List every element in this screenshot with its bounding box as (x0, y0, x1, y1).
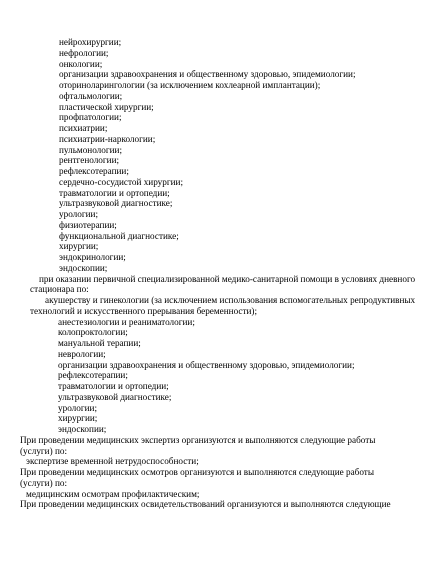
specialty-list-b (20, 317, 420, 435)
list-item: психиатрии-наркологии; (59, 133, 156, 144)
certification-section (20, 499, 420, 510)
section-heading-line: (услуги) по: (20, 445, 68, 456)
list-item: ультразвуковой диагностике; (58, 391, 172, 402)
section-heading-line: при оказании первичной специализированной медико-санитарной помощи в условиях дневного (39, 273, 416, 284)
list-item: акушерству и гинекологии (за исключением использования вспомогательных репродуктивных (45, 295, 416, 305)
section-heading-line: (услуги) по: (20, 477, 68, 488)
list-item: эндоскопии; (59, 262, 108, 273)
list-item: организации здравоохранения и общественному здоровью, эпидемиологии; (58, 359, 355, 370)
list-item: оториноларингологии (за исключением кохлеарной имплантации); (59, 80, 321, 90)
list-item: ультразвуковой диагностике; (59, 198, 173, 209)
section-heading-line: При проведении медицинских освидетельствований организуются и выполняются следующие (20, 499, 391, 510)
list-item: пластической хирургии; (59, 101, 154, 112)
list-item: травматологии и ортопедии; (59, 187, 170, 198)
list-item: экспертизе временной нетрудоспособности; (26, 456, 199, 467)
day-hospital-section (20, 274, 420, 317)
list-item: хирургии; (58, 413, 98, 424)
list-item: функциональной диагностике; (59, 230, 179, 241)
document-body (20, 37, 420, 510)
list-item: пульмонологии; (59, 144, 123, 155)
list-item-continuation: технологий и искусственного прерывания беременности); (30, 305, 258, 316)
list-item: эндокринологии; (59, 252, 126, 262)
list-item: нефрологии; (59, 47, 109, 58)
list-item: психиатрии; (59, 123, 108, 133)
list-item: офтальмологии; (59, 90, 123, 101)
list-item: онкологии; (59, 58, 103, 69)
list-item: урологии; (58, 402, 97, 413)
list-item: мануальной терапии; (58, 338, 141, 348)
expertise-section (20, 435, 420, 467)
list-item: колопроктологии; (58, 327, 128, 338)
list-item: рефлексотерапии; (59, 166, 129, 176)
list-item: медицинским осмотрам профилактическим; (26, 488, 200, 499)
specialty-list-a (20, 37, 420, 274)
list-item: физиотерапии; (59, 219, 117, 230)
list-item: травматологии и ортопедии; (58, 381, 169, 391)
list-item: анестезиологии и реаниматологии; (58, 316, 195, 327)
list-item: хирургии; (59, 241, 99, 252)
list-item: рентгенологии; (59, 155, 120, 166)
list-item: урологии; (59, 209, 98, 219)
list-item: неврологии; (58, 348, 106, 359)
examinations-section (20, 467, 420, 499)
section-heading-line: стационара по: (30, 284, 89, 295)
list-item: профпатологии; (59, 112, 122, 123)
list-item: организации здравоохранения и общественному здоровью, эпидемиологии; (59, 69, 356, 80)
section-heading-line: При проведении медицинских экспертиз организуются и выполняются следующие работы (20, 434, 376, 445)
list-item: нейрохирургии; (59, 37, 122, 47)
list-item: эндоскопии; (58, 424, 107, 434)
list-item: сердечно-сосудистой хирургии; (59, 176, 184, 187)
list-item: рефлексотерапии; (58, 370, 128, 381)
section-heading-line: При проведении медицинских осмотров организуются и выполняются следующие работы (20, 467, 374, 477)
